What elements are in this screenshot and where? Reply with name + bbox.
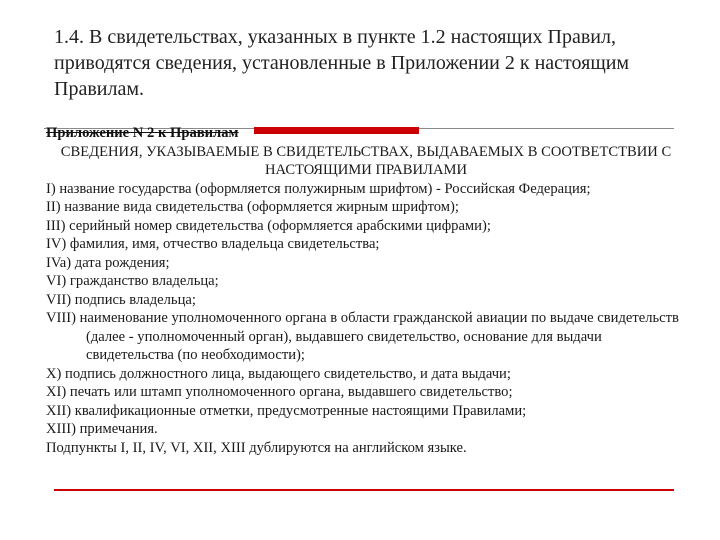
list-item: III) серийный номер свидетельства (оформляется арабскими цифрами); [46, 217, 491, 234]
section-heading: СВЕДЕНИЯ, УКАЗЫВАЕМЫЕ В СВИДЕТЕЛЬСТВАХ, ВЫДАВАЕМЫХ В СООТВЕТСТВИИ С НАСТОЯЩИМИ ПРАВИЛАМИ [60, 143, 672, 178]
list-item: IV) фамилия, имя, отчество владельца свидетельства; [46, 236, 380, 252]
list-item: XI) печать или штамп уполномоченного органа, выдавшего свидетельство; [46, 384, 513, 400]
list-item: IVa) дата рождения; [46, 254, 170, 271]
appendix-reference: Приложение N 2 к Правилам [46, 125, 239, 141]
slide [4, 4, 716, 536]
list-item: XII) квалификационные отметки, предусмотренные настоящими Правилами; [46, 402, 527, 419]
list-item: II) название вида свидетельства (оформляется жирным шрифтом); [46, 199, 459, 215]
list-item: VI) гражданство владельца; [46, 273, 219, 289]
document-body [46, 124, 686, 457]
list-item: VIII) наименование уполномоченного органа в области гражданской авиации по выдаче свидетельств (далее - уполномоченный орган), выдавшего свидетельство, основание для выдачи свидетельства (по необходимости); [46, 310, 679, 363]
list-item: X) подпись должностного лица, выдающего свидетельство, и дата выдачи; [46, 365, 511, 382]
slide-title: 1.4. В свидетельствах, указанных в пункте 1.2 настоящих Правил, приводятся сведения, установленные в Приложении 2 к настоящим Правилам. [54, 26, 630, 100]
list-item: XIII) примечания. [46, 421, 158, 437]
list-item: VII) подпись владельца; [46, 291, 196, 308]
footnote: Подпункты I, II, IV, VI, XII, XIII дублируются на английском языке. [46, 439, 467, 456]
list-item: I) название государства (оформляется полужирным шрифтом) - Российская Федерация; [46, 180, 591, 197]
bottom-divider [54, 489, 674, 491]
